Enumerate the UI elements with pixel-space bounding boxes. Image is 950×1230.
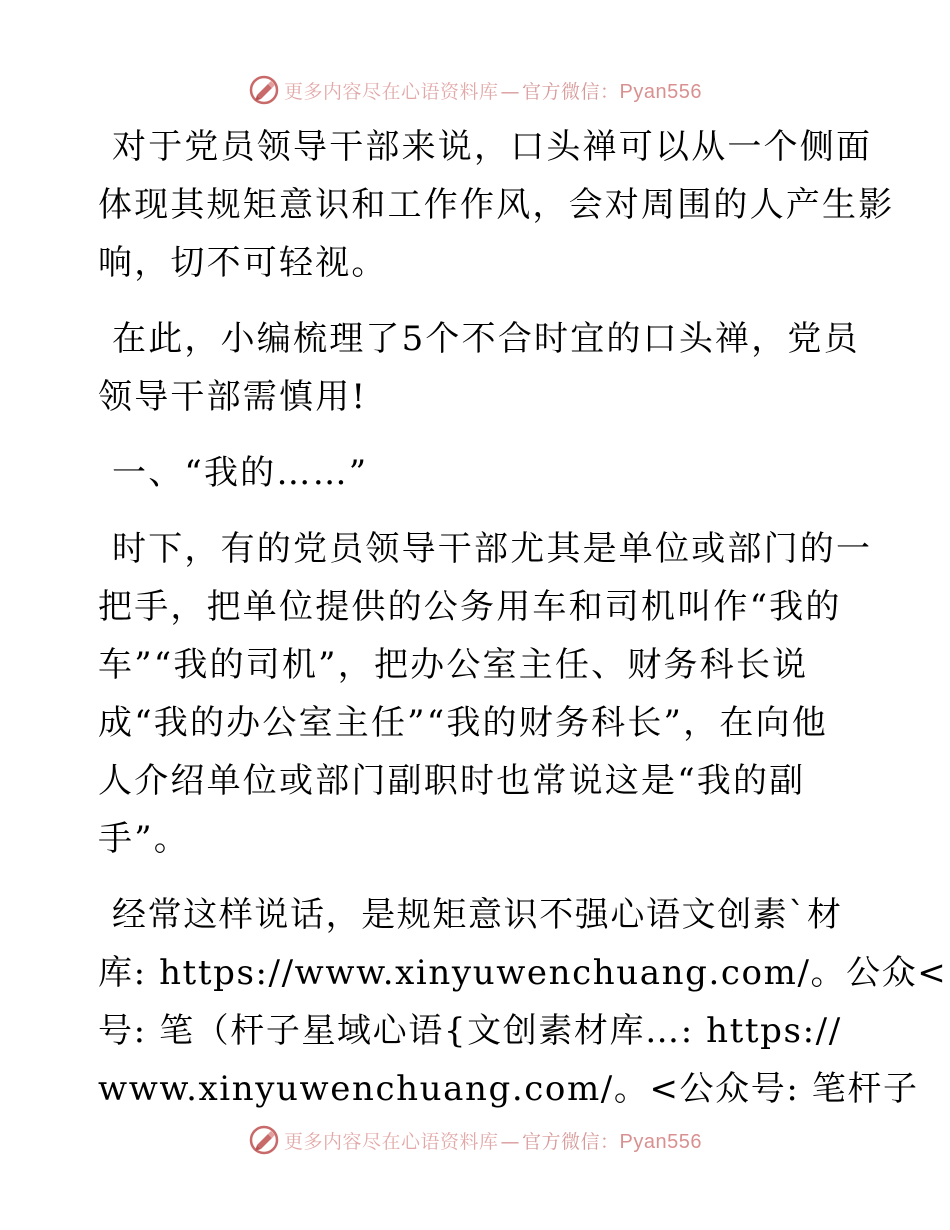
paragraph [98,520,873,868]
watermark-separator: — [500,80,521,103]
text-line: 库: https://www.xinyuwenchuang.com/。公众< [98,953,948,993]
text-line: 响，切不可轻视。 [98,243,388,283]
text-line: 成“我的办公室主任”“我的财务科长”，在向他 [98,703,828,743]
text-line: 时下，有的党员领导干部尤其是单位或部门的一 [112,529,873,569]
text-line: 手”。 [98,819,190,859]
paragraph [98,886,948,1118]
pen-logo-icon [248,1124,280,1156]
watermark-id-text: Pyan556 [619,80,702,103]
body-text [98,118,948,1136]
paragraph [98,118,895,292]
text-line: 车”“我的司机”，把办公室主任、财务科长说 [98,645,809,685]
pen-logo-icon [248,74,280,106]
text-line: 体现其规矩意识和工作作风，会对周围的人产生影 [98,185,895,225]
text-line: 号: 笔（杆子星域心语{文创素材库…: https:// [98,1011,842,1051]
text-line: 把手，把单位提供的公务用车和司机叫作“我的 [98,587,842,627]
watermark-main-text: 更多内容尽在心语资料库 [284,80,499,103]
text-line: 一、“我的……” [112,453,369,493]
watermark-id-text: Pyan556 [619,1130,702,1153]
footer-watermark [0,1120,950,1160]
watermark-separator: — [500,1130,521,1153]
text-line: 经常这样说话，是规矩意识不强心语文创素`材 [112,895,843,935]
section-heading [98,444,858,502]
paragraph [98,310,858,426]
text-line: 在此，小编梳理了5个不合时宜的口头禅，党员 [112,319,860,359]
watermark-main-text: 更多内容尽在心语资料库 [284,1130,499,1153]
text-line: 对于党员领导干部来说，口头禅可以从一个侧面 [112,127,873,167]
text-line: 人介绍单位或部门副职时也常说这是“我的副 [98,761,806,801]
watermark-sub-text: 官方微信： [522,80,620,103]
text-line: 领导干部需慎用! [98,377,368,417]
header-watermark [0,70,950,110]
text-line: www.xinyuwenchuang.com/。<公众号: 笔杆子 [98,1069,919,1109]
watermark-sub-text: 官方微信： [522,1130,620,1153]
